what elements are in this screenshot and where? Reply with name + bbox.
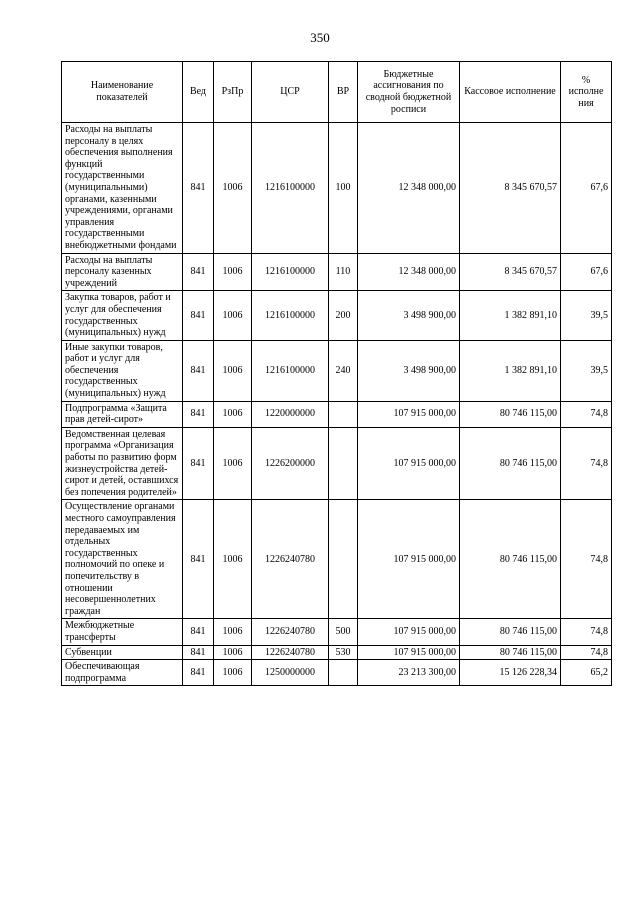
cell-vr: 240	[329, 340, 358, 401]
cell-rzpr: 1006	[214, 291, 252, 340]
cell-vr: 100	[329, 123, 358, 254]
cell-csr: 1216100000	[252, 340, 329, 401]
cell-ved: 841	[183, 660, 214, 686]
cell-rzpr: 1006	[214, 427, 252, 500]
table-row	[62, 619, 612, 645]
cell-name: Осуществление органами местного самоуправления передаваемых им отдельных государственных полномочий по опеке и попечительству в отношении несовершеннолетних граждан	[62, 500, 183, 619]
cell-rzpr: 1006	[214, 401, 252, 427]
cell-name: Ведомственная целевая программа «Организация работы по развитию форм жизнеустройства детей-сирот и детей, оставшихся без попечения родителей»	[62, 427, 183, 500]
cell-csr: 1216100000	[252, 123, 329, 254]
cell-budget: 3 498 900,00	[358, 340, 460, 401]
cell-percent: 39,5	[561, 340, 612, 401]
cell-name: Межбюджетные трансферты	[62, 619, 183, 645]
cell-budget: 107 915 000,00	[358, 401, 460, 427]
cell-name: Иные закупки товаров, работ и услуг для обеспечения государственных (муниципальных) нужд	[62, 340, 183, 401]
cell-budget: 3 498 900,00	[358, 291, 460, 340]
cell-vr: 500	[329, 619, 358, 645]
cell-rzpr: 1006	[214, 645, 252, 660]
cell-csr: 1226240780	[252, 619, 329, 645]
table-row	[62, 401, 612, 427]
header-budget: Бюджетные ассигнования по сводной бюджетной росписи	[358, 62, 460, 123]
cell-ved: 841	[183, 291, 214, 340]
header-csr: ЦСР	[252, 62, 329, 123]
cell-percent: 74,8	[561, 500, 612, 619]
cell-name: Обеспечивающая подпрограмма	[62, 660, 183, 686]
table-row	[62, 645, 612, 660]
cell-ved: 841	[183, 645, 214, 660]
cell-name: Закупка товаров, работ и услуг для обеспечения государственных (муниципальных) нужд	[62, 291, 183, 340]
header-vr: ВР	[329, 62, 358, 123]
cell-csr: 1226200000	[252, 427, 329, 500]
cell-budget: 107 915 000,00	[358, 500, 460, 619]
cell-vr	[329, 660, 358, 686]
table-header-row	[62, 62, 612, 123]
cell-csr: 1220000000	[252, 401, 329, 427]
cell-vr	[329, 500, 358, 619]
header-percent: % исполне ния	[561, 62, 612, 123]
cell-csr: 1216100000	[252, 253, 329, 291]
cell-rzpr: 1006	[214, 619, 252, 645]
header-ved: Вед	[183, 62, 214, 123]
cell-csr: 1226240780	[252, 500, 329, 619]
cell-rzpr: 1006	[214, 500, 252, 619]
table-row	[62, 291, 612, 340]
cell-ved: 841	[183, 401, 214, 427]
cell-cash: 80 746 115,00	[460, 619, 561, 645]
table-row	[62, 660, 612, 686]
cell-vr	[329, 401, 358, 427]
cell-percent: 74,8	[561, 645, 612, 660]
cell-cash: 15 126 228,34	[460, 660, 561, 686]
cell-name: Расходы на выплаты персоналу казенных учреждений	[62, 253, 183, 291]
cell-percent: 65,2	[561, 660, 612, 686]
page-number: 350	[310, 30, 330, 45]
cell-vr: 200	[329, 291, 358, 340]
cell-budget: 107 915 000,00	[358, 645, 460, 660]
cell-percent: 39,5	[561, 291, 612, 340]
cell-ved: 841	[183, 123, 214, 254]
header-cash: Кассовое исполнение	[460, 62, 561, 123]
cell-budget: 107 915 000,00	[358, 427, 460, 500]
table-row	[62, 123, 612, 254]
table-row	[62, 253, 612, 291]
cell-ved: 841	[183, 500, 214, 619]
cell-cash: 80 746 115,00	[460, 645, 561, 660]
cell-name: Субвенции	[62, 645, 183, 660]
header-name: Наименование показателей	[62, 62, 183, 123]
budget-execution-table	[61, 61, 612, 686]
cell-percent: 67,6	[561, 253, 612, 291]
cell-cash: 80 746 115,00	[460, 401, 561, 427]
cell-budget: 12 348 000,00	[358, 123, 460, 254]
cell-vr: 530	[329, 645, 358, 660]
cell-ved: 841	[183, 427, 214, 500]
cell-name: Расходы на выплаты персоналу в целях обеспечения выполнения функций государственными (муниципальными) органами, казенными учреждениями, органами управления государственными внебюджетными фондами	[62, 123, 183, 254]
cell-ved: 841	[183, 253, 214, 291]
cell-name: Подпрограмма «Защита прав детей-сирот»	[62, 401, 183, 427]
cell-cash: 1 382 891,10	[460, 340, 561, 401]
cell-cash: 80 746 115,00	[460, 427, 561, 500]
cell-percent: 74,8	[561, 619, 612, 645]
cell-cash: 80 746 115,00	[460, 500, 561, 619]
cell-percent: 67,6	[561, 123, 612, 254]
cell-ved: 841	[183, 340, 214, 401]
cell-cash: 1 382 891,10	[460, 291, 561, 340]
cell-percent: 74,8	[561, 401, 612, 427]
cell-cash: 8 345 670,57	[460, 253, 561, 291]
cell-rzpr: 1006	[214, 123, 252, 254]
cell-csr: 1250000000	[252, 660, 329, 686]
cell-rzpr: 1006	[214, 253, 252, 291]
cell-percent: 74,8	[561, 427, 612, 500]
cell-cash: 8 345 670,57	[460, 123, 561, 254]
cell-budget: 107 915 000,00	[358, 619, 460, 645]
cell-vr	[329, 427, 358, 500]
cell-budget: 23 213 300,00	[358, 660, 460, 686]
cell-budget: 12 348 000,00	[358, 253, 460, 291]
cell-rzpr: 1006	[214, 340, 252, 401]
cell-vr: 110	[329, 253, 358, 291]
header-rzpr: РзПр	[214, 62, 252, 123]
cell-ved: 841	[183, 619, 214, 645]
table-row	[62, 500, 612, 619]
table-row	[62, 340, 612, 401]
cell-csr: 1226240780	[252, 645, 329, 660]
cell-rzpr: 1006	[214, 660, 252, 686]
table-row	[62, 427, 612, 500]
cell-csr: 1216100000	[252, 291, 329, 340]
